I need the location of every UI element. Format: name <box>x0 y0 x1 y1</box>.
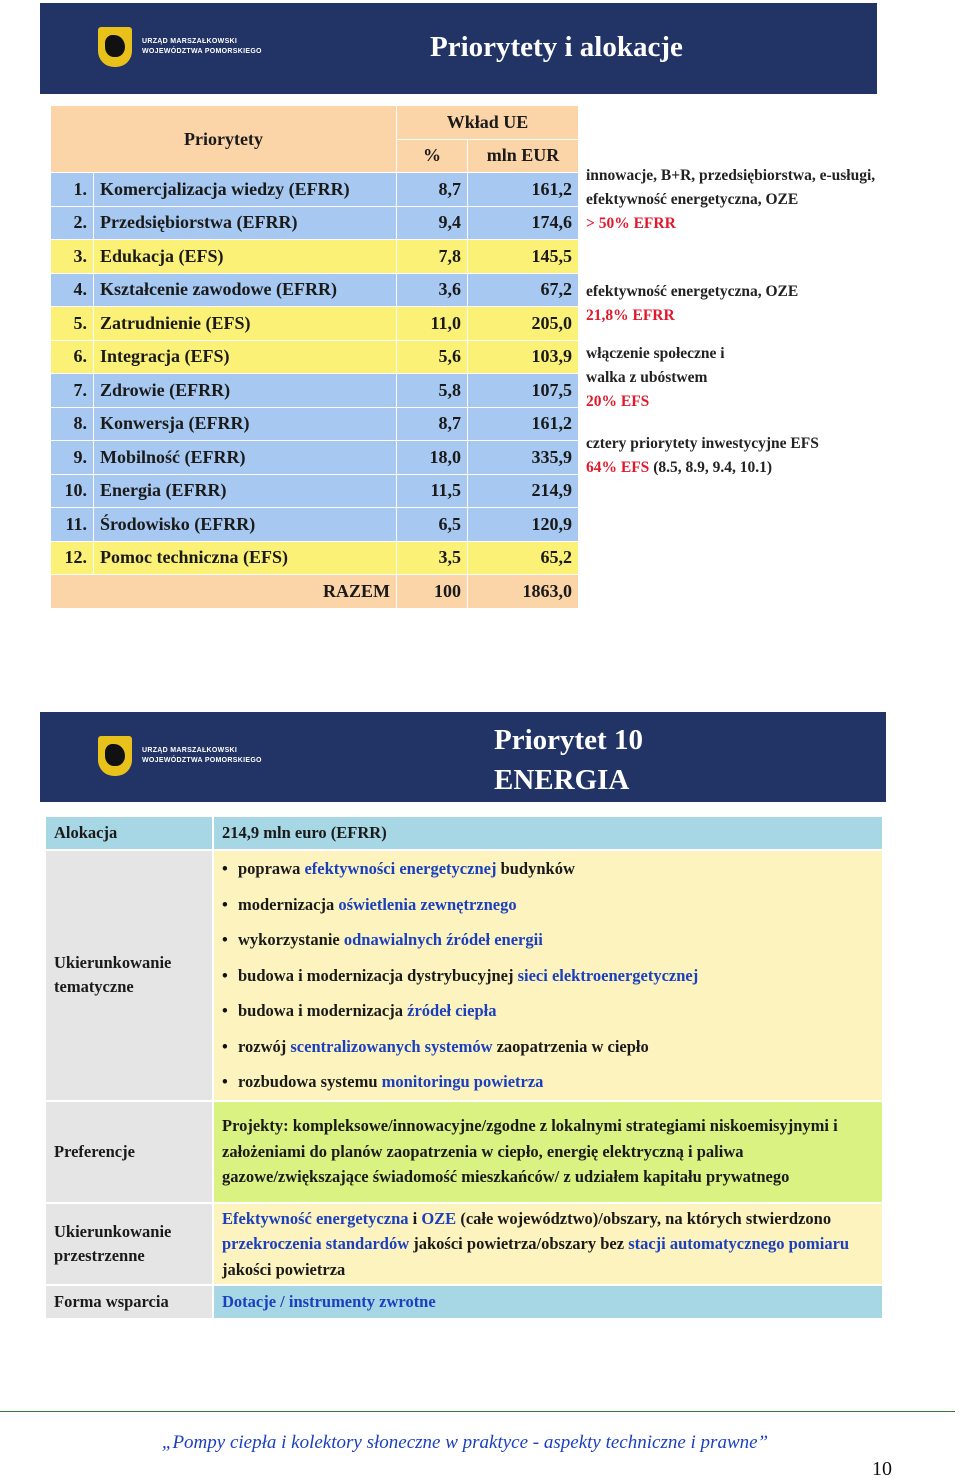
header-percent: % <box>397 139 468 173</box>
list-item: • wykorzystanie odnawialnych źródeł energii <box>222 922 874 958</box>
footer-divider <box>0 1411 955 1412</box>
row-number: 2. <box>51 206 94 240</box>
header-priorities: Priorytety <box>51 106 397 173</box>
note-innovation: innowacje, B+R, przedsiębiorstwa, e-usługi, efektywność energetyczna, OZE > 50% EFRR <box>586 167 876 232</box>
row-mln-eur: 103,9 <box>468 340 579 374</box>
table-row-allocation <box>45 816 883 850</box>
griffin-emblem-icon <box>98 736 132 776</box>
row-priority-name: Środowisko (EFRR) <box>94 508 397 542</box>
row-priority-name: Energia (EFRR) <box>94 474 397 508</box>
table-row <box>51 173 579 207</box>
footer-title: „Pompy ciepła i kolektory słoneczne w praktyce - aspekty techniczne i prawne” <box>161 1432 769 1453</box>
row-percent: 11,0 <box>397 307 468 341</box>
row-priority-name: Edukacja (EFS) <box>94 240 397 274</box>
list-item: • modernizacja oświetlenia zewnętrznego <box>222 887 874 923</box>
row-percent: 8,7 <box>397 407 468 441</box>
row-priority-name: Kształcenie zawodowe (EFRR) <box>94 273 397 307</box>
table-row <box>51 240 579 274</box>
spatial-text: Efektywność energetyczna i OZE (całe województwo)/obszary, na których stwierdzono przekroczenia standardów jakości powietrza/obszary bez stacji automatycznego pomiaru jakości powietrza <box>222 1208 850 1279</box>
row-number: 10. <box>51 474 94 508</box>
row-percent: 6,5 <box>397 508 468 542</box>
row-mln-eur: 214,9 <box>468 474 579 508</box>
org-name-line2: WOJEWÓDZTWA POMORSKIEGO <box>142 757 262 764</box>
note-inclusion: włączenie społeczne i walka z ubóstwem 20% EFS <box>586 345 725 410</box>
slide2-header <box>40 712 886 802</box>
sum-percent: 100 <box>397 575 468 609</box>
table-row-sum <box>51 575 579 609</box>
row-percent: 5,8 <box>397 374 468 408</box>
row-number: 6. <box>51 340 94 374</box>
row-mln-eur: 120,9 <box>468 508 579 542</box>
slide2-title-line1: Priorytet 10 <box>494 724 643 756</box>
table-row <box>51 340 579 374</box>
row-priority-name: Mobilność (EFRR) <box>94 441 397 475</box>
row-number: 4. <box>51 273 94 307</box>
header-mln-eur: mln EUR <box>468 139 579 173</box>
sum-label: RAZEM <box>51 575 397 609</box>
row-priority-name: Komercjalizacja wiedzy (EFRR) <box>94 173 397 207</box>
table-row-preferences <box>45 1101 883 1203</box>
row-mln-eur: 161,2 <box>468 173 579 207</box>
slide1-header <box>40 3 877 94</box>
energy-priority-table <box>44 815 884 1320</box>
row-priority-name: Zdrowie (EFRR) <box>94 374 397 408</box>
row-priority-name: Pomoc techniczna (EFS) <box>94 541 397 575</box>
row-priority-name: Zatrudnienie (EFS) <box>94 307 397 341</box>
allocation-label: Alokacja <box>45 816 213 850</box>
priorities-table <box>50 105 579 609</box>
allocation-value: 214,9 mln euro (EFRR) <box>213 816 883 850</box>
list-item: • rozwój scentralizowanych systemów zaopatrzenia w ciepło <box>222 1029 874 1065</box>
row-mln-eur: 174,6 <box>468 206 579 240</box>
row-mln-eur: 161,2 <box>468 407 579 441</box>
spatial-label: Ukierunkowanie przestrzenne <box>45 1203 213 1286</box>
table-row-spatial <box>45 1203 883 1286</box>
row-mln-eur: 65,2 <box>468 541 579 575</box>
row-priority-name: Konwersja (EFRR) <box>94 407 397 441</box>
row-number: 1. <box>51 173 94 207</box>
table-row <box>51 273 579 307</box>
row-mln-eur: 335,9 <box>468 441 579 475</box>
row-number: 9. <box>51 441 94 475</box>
table-row <box>51 508 579 542</box>
row-percent: 9,4 <box>397 206 468 240</box>
table-row <box>51 206 579 240</box>
row-mln-eur: 107,5 <box>468 374 579 408</box>
row-number: 8. <box>51 407 94 441</box>
org-name-line1: URZĄD MARSZAŁKOWSKI <box>142 38 238 45</box>
list-item: • budowa i modernizacja dystrybucyjnej sieci elektroenergetycznej <box>222 958 874 994</box>
table-row <box>51 541 579 575</box>
row-mln-eur: 205,0 <box>468 307 579 341</box>
row-number: 3. <box>51 240 94 274</box>
org-name-line1: URZĄD MARSZAŁKOWSKI <box>142 747 238 754</box>
list-item: • rozbudowa systemu monitoringu powietrza <box>222 1064 874 1100</box>
list-item: • budowa i modernizacja źródeł ciepła <box>222 993 874 1029</box>
row-percent: 3,6 <box>397 273 468 307</box>
row-mln-eur: 67,2 <box>468 273 579 307</box>
table-row <box>51 474 579 508</box>
table-row <box>51 307 579 341</box>
row-percent: 8,7 <box>397 173 468 207</box>
row-percent: 5,6 <box>397 340 468 374</box>
list-item: • poprawa efektywności energetycznej budynków <box>222 851 874 887</box>
note-energy: efektywność energetyczna, OZE 21,8% EFRR <box>586 283 799 324</box>
preferences-text: Projekty: kompleksowe/innowacyjne/zgodne z lokalnymi strategiami niskoemisyjnymi i założeniami do planów zaopatrzenia w ciepło, energię elektryczną i paliwa gazowe/zwiększające świadomość mieszkańców/ z udziałem kapitału prywatnego <box>222 1116 838 1187</box>
slide2-title-line2: ENERGIA <box>494 764 630 796</box>
support-form-value: Dotacje / instrumenty zwrotne <box>213 1285 883 1319</box>
griffin-emblem-icon <box>98 27 132 67</box>
table-row <box>51 441 579 475</box>
row-percent: 3,5 <box>397 541 468 575</box>
row-number: 7. <box>51 374 94 408</box>
page-number: 10 <box>872 1458 892 1480</box>
logo <box>98 736 262 776</box>
row-priority-name: Przedsiębiorstwa (EFRR) <box>94 206 397 240</box>
thematic-list <box>222 851 874 1100</box>
row-percent: 11,5 <box>397 474 468 508</box>
logo <box>98 27 262 67</box>
table-row-support-form <box>45 1285 883 1319</box>
row-number: 5. <box>51 307 94 341</box>
org-name-line2: WOJEWÓDZTWA POMORSKIEGO <box>142 48 262 55</box>
row-number: 12. <box>51 541 94 575</box>
header-eu-contribution: Wkład UE <box>397 106 579 140</box>
sum-mln-eur: 1863,0 <box>468 575 579 609</box>
row-number: 11. <box>51 508 94 542</box>
slide1-title: Priorytety i alokacje <box>430 31 683 63</box>
note-efs-priorities: cztery priorytety inwestycyjne EFS 64% EFS (8.5, 8.9, 9.4, 10.1) <box>586 435 819 476</box>
row-priority-name: Integracja (EFS) <box>94 340 397 374</box>
row-percent: 18,0 <box>397 441 468 475</box>
table-row <box>51 407 579 441</box>
slide2-title <box>494 720 643 800</box>
row-percent: 7,8 <box>397 240 468 274</box>
thematic-label: Ukierunkowanie tematyczne <box>45 850 213 1101</box>
row-mln-eur: 145,5 <box>468 240 579 274</box>
support-form-label: Forma wsparcia <box>45 1285 213 1319</box>
table-row-thematic <box>45 850 883 1101</box>
preferences-label: Preferencje <box>45 1101 213 1203</box>
table-row <box>51 374 579 408</box>
